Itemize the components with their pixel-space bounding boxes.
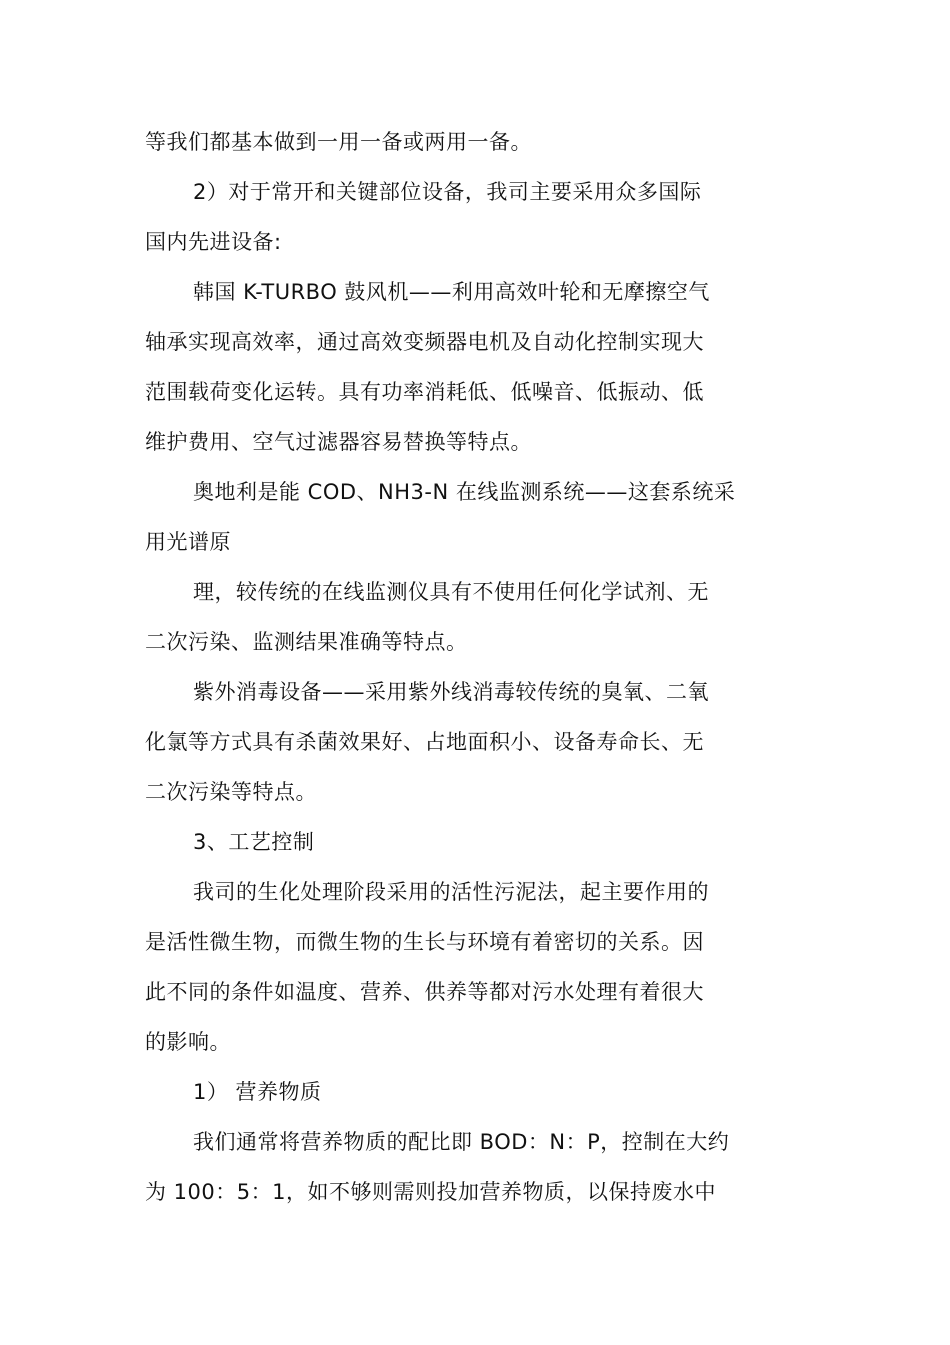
text-line: 韩国 K-TURBO 鼓风机——利用高效叶轮和无摩擦空气 [193,280,710,304]
text-line: 的影响。 [145,1030,231,1054]
text-line: 此不同的条件如温度、营养、供养等都对污水处理有着很大 [145,980,704,1004]
text-line: 轴承实现高效率，通过高效变频器电机及自动化控制实现大 [145,330,704,354]
text-line: 等我们都基本做到一用一备或两用一备。 [145,130,532,154]
text-line: 我们通常将营养物质的配比即 BOD：N：P，控制在大约 [193,1130,730,1154]
text-line: 二次污染、监测结果准确等特点。 [145,630,468,654]
section-heading: 3、工艺控制 [193,830,315,854]
text-line: 为 100：5：1，如不够则需则投加营养物质，以保持废水中 [145,1180,716,1204]
text-line: 维护费用、空气过滤器容易替换等特点。 [145,430,532,454]
text-line: 国内先进设备: [145,230,282,254]
text-line: 用光谱原 [145,530,231,554]
text-line: 奥地利是能 COD、NH3-N 在线监测系统——这套系统采 [193,480,736,504]
text-line: 2）对于常开和关键部位设备，我司主要采用众多国际 [193,180,702,204]
text-line: 是活性微生物，而微生物的生长与环境有着密切的关系。因 [145,930,704,954]
text-line: 我司的生化处理阶段采用的活性污泥法，起主要作用的 [193,880,709,904]
text-line: 二次污染等特点。 [145,780,317,804]
subsection-heading: 1） 营养物质 [193,1080,322,1104]
text-line: 紫外消毒设备——采用紫外线消毒较传统的臭氧、二氧 [193,680,709,704]
text-line: 理，较传统的在线监测仪具有不使用任何化学试剂、无 [193,580,709,604]
text-line: 范围载荷变化运转。具有功率消耗低、低噪音、低振动、低 [145,380,704,404]
text-line: 化氯等方式具有杀菌效果好、占地面积小、设备寿命长、无 [145,730,704,754]
